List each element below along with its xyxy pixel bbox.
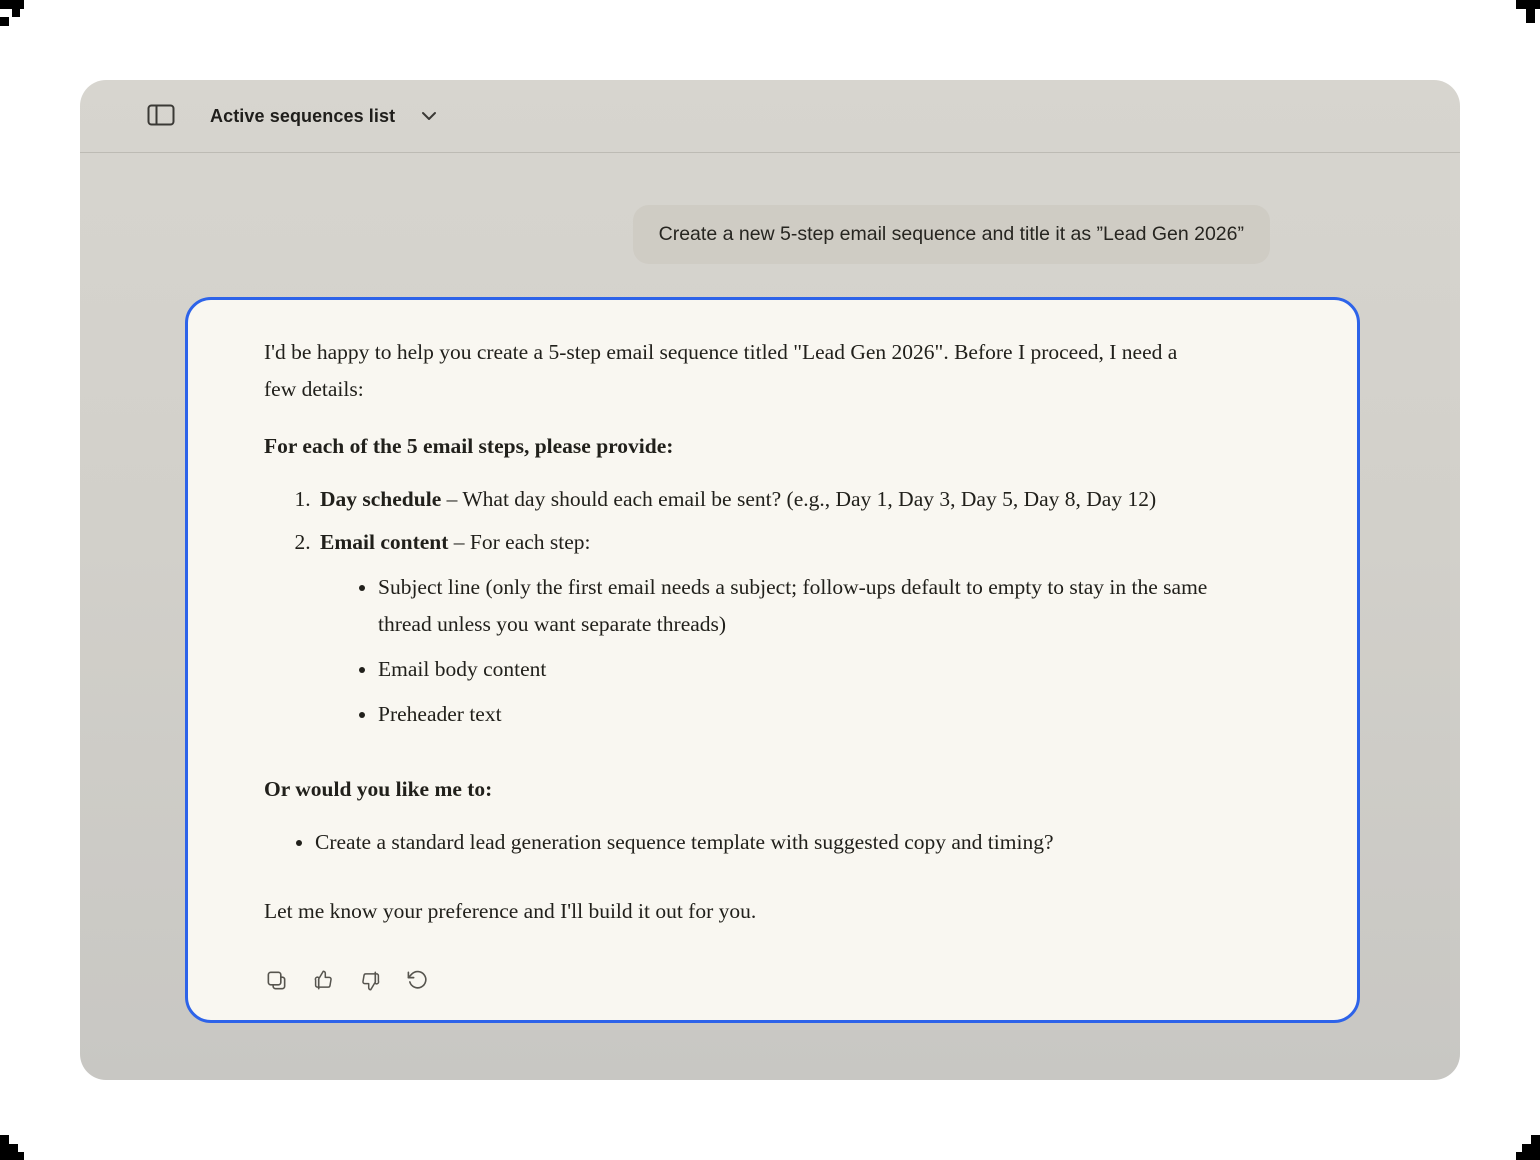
- list-item-text: – For each step:: [448, 530, 591, 554]
- message-actions: [264, 968, 1297, 992]
- corner-mark-top-right: [1526, 9, 1535, 23]
- thumbs-up-button[interactable]: [311, 968, 335, 992]
- retry-icon: [406, 969, 429, 992]
- assistant-closing: Let me know your preference and I'll build it out for you.: [264, 899, 757, 923]
- copy-button[interactable]: [264, 968, 288, 992]
- assistant-intro: I'd be happy to help you create a 5-step email sequence titled "Lead Gen 2026". Before I proceed, I need a few details:: [264, 340, 1178, 401]
- sidebar-toggle-button[interactable]: [146, 104, 176, 128]
- option-bullet-list: [264, 824, 1297, 861]
- user-message-bubble: Create a new 5-step email sequence and title it as ”Lead Gen 2026”: [633, 205, 1270, 264]
- list-item: • Subject line (only the first email needs a subject; follow-ups default to empty to stay in the same thread unless you want separate threads): [378, 569, 1266, 643]
- assistant-message-card: [185, 297, 1360, 1023]
- corner-mark-top-right: [1516, 0, 1540, 9]
- list-item-lead: Email content: [320, 530, 449, 554]
- list-item: [316, 524, 1266, 733]
- corner-mark-bottom-right: [1516, 1152, 1540, 1160]
- thumbs-down-button[interactable]: [358, 968, 382, 992]
- corner-mark-top-left: [0, 17, 9, 26]
- chat-area: [80, 153, 1460, 1023]
- list-item: • Preheader text: [378, 696, 1266, 733]
- sub-bullet-list: [320, 569, 1266, 733]
- numbered-list: [264, 481, 1297, 733]
- copy-icon: [265, 969, 288, 992]
- chevron-down-icon: [421, 109, 437, 124]
- list-item-lead: Day schedule: [320, 487, 442, 511]
- page-title: Active sequences list: [210, 105, 396, 126]
- corner-mark-bottom-left: [0, 1152, 24, 1160]
- top-bar: [80, 80, 1460, 153]
- corner-mark-top-left: [0, 0, 24, 9]
- retry-button[interactable]: [405, 968, 429, 992]
- list-item: • Email body content: [378, 651, 1266, 688]
- sidebar-toggle-icon: [147, 104, 175, 129]
- section-heading: For each of the 5 email steps, please provide:: [264, 434, 674, 458]
- thumbs-up-icon: [312, 969, 335, 992]
- section-heading: Or would you like me to:: [264, 777, 493, 801]
- corner-mark-top-left: [12, 9, 20, 17]
- list-item: [316, 481, 1266, 518]
- sequence-list-dropdown[interactable]: [210, 106, 437, 127]
- list-item: • Create a standard lead generation sequence template with suggested copy and timing?: [315, 824, 1265, 861]
- app-window: [80, 80, 1460, 1080]
- thumbs-down-icon: [359, 969, 382, 992]
- list-item-text: – What day should each email be sent? (e.g., Day 1, Day 3, Day 5, Day 8, Day 12): [441, 487, 1157, 511]
